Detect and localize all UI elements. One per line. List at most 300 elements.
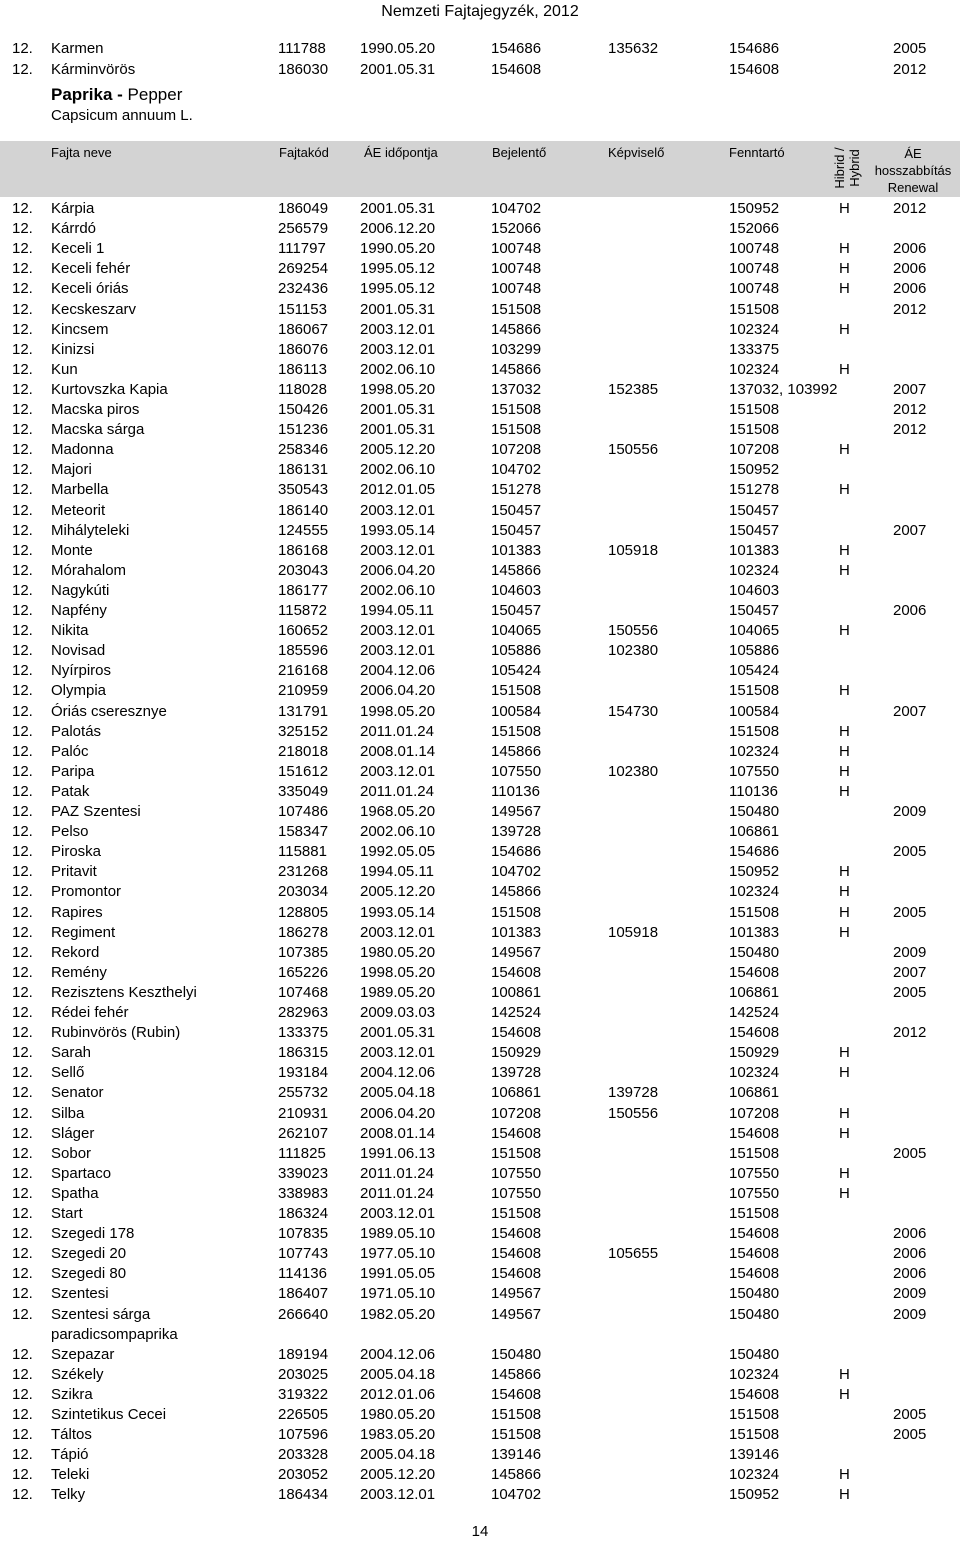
renewal-year: 2005	[893, 1426, 927, 1444]
table-row	[0, 199, 960, 219]
applicant: 103299	[491, 340, 542, 358]
table-row	[0, 661, 960, 681]
maintainer: 102324	[729, 883, 780, 901]
col-header-maintainer: Fenntartó	[729, 145, 785, 160]
maintainer: 150457	[729, 521, 780, 539]
row-number: 12.	[12, 1365, 33, 1383]
variety-code: 151612	[278, 762, 329, 780]
variety-name: Szegedi 80	[51, 1265, 127, 1283]
variety-name: Nyírpiros	[51, 662, 112, 680]
maintainer: 150457	[729, 602, 780, 619]
table-row	[0, 541, 960, 561]
table-row	[0, 742, 960, 762]
row-number: 12.	[12, 1164, 33, 1182]
hybrid-flag: H	[839, 260, 850, 278]
table-row	[0, 1425, 960, 1445]
table-row	[0, 420, 960, 440]
row-number: 12.	[12, 682, 33, 700]
row-number: 12.	[12, 1345, 33, 1363]
applicant: 100748	[491, 240, 542, 258]
renewal-year: 2012	[893, 61, 927, 78]
hybrid-flag: H	[839, 1385, 850, 1403]
variety-code: 203043	[278, 561, 329, 579]
table-row	[0, 943, 960, 963]
col-header-hybrid	[826, 146, 866, 194]
variety-code: 124555	[278, 521, 329, 539]
table-row	[0, 842, 960, 862]
approval-date: 1995.05.12	[360, 260, 436, 278]
row-number: 12.	[12, 260, 33, 278]
approval-date: 1992.05.05	[360, 843, 436, 861]
maintainer: 151508	[729, 903, 780, 921]
applicant: 137032	[491, 380, 542, 398]
hybrid-flag: H	[839, 1184, 850, 1202]
variety-code: 158347	[278, 823, 329, 841]
maintainer: 151508	[729, 300, 780, 318]
applicant: 151508	[491, 421, 542, 439]
maintainer: 150480	[729, 803, 780, 820]
variety-name: Sláger	[51, 1124, 95, 1142]
maintainer: 151508	[729, 1205, 780, 1222]
maintainer: 102324	[729, 742, 780, 760]
maintainer: 105424	[729, 662, 780, 680]
variety-code: 111825	[278, 1144, 326, 1162]
section-title-rest: Pepper	[127, 85, 183, 104]
variety-code: 338983	[278, 1184, 329, 1202]
renewal-year: 2006	[893, 280, 927, 298]
maintainer: 107550	[729, 1184, 780, 1202]
table-row	[0, 1003, 960, 1023]
approval-date: 2003.12.01	[360, 622, 436, 640]
variety-name: Silba	[51, 1104, 85, 1122]
variety-name: Szintetikus Cecei	[51, 1406, 167, 1423]
approval-date: 1989.05.20	[360, 983, 436, 1001]
approval-date: 1971.05.10	[360, 1285, 436, 1303]
approval-date: 2005.12.20	[360, 883, 436, 901]
variety-code: 335049	[278, 782, 329, 800]
variety-name: Szegedi 178	[51, 1225, 135, 1243]
representative: 105918	[608, 923, 659, 941]
maintainer: 154686	[729, 40, 780, 57]
variety-name: Paripa	[51, 762, 95, 780]
maintainer: 102324	[729, 360, 780, 378]
hybrid-flag: H	[839, 682, 850, 700]
approval-date: 2001.05.31	[360, 421, 436, 439]
maintainer: 150480	[729, 1285, 780, 1303]
variety-name: Szikra	[51, 1385, 93, 1403]
maintainer: 150952	[729, 1486, 780, 1504]
variety-name: Promontor	[51, 883, 122, 901]
approval-date: 2003.12.01	[360, 642, 436, 660]
renewal-year: 2005	[893, 903, 927, 921]
row-number: 12.	[12, 1285, 33, 1303]
row-number: 12.	[12, 441, 33, 459]
applicant: 145866	[491, 320, 542, 338]
approval-date: 1991.06.13	[360, 1144, 436, 1162]
applicant: 151508	[491, 1406, 542, 1423]
table-row	[0, 1485, 960, 1505]
row-number: 12.	[12, 602, 33, 619]
renewal-year: 2005	[893, 1406, 927, 1423]
approval-date: 1995.05.12	[360, 280, 436, 298]
variety-code: 193184	[278, 1064, 329, 1082]
applicant: 149567	[491, 1285, 542, 1303]
variety-name: paradicsompaprika	[51, 1325, 178, 1343]
variety-code: 262107	[278, 1124, 329, 1142]
table-row	[0, 1104, 960, 1124]
variety-name: Spartaco	[51, 1164, 112, 1182]
variety-code: 131791	[278, 702, 329, 720]
table-row	[0, 1385, 960, 1405]
row-number: 12.	[12, 883, 33, 901]
applicant: 151278	[491, 481, 542, 499]
row-number: 12.	[12, 561, 33, 579]
variety-code: 107385	[278, 943, 329, 961]
row-number: 12.	[12, 61, 33, 78]
applicant: 107550	[491, 1184, 542, 1202]
approval-date: 1990.05.20	[360, 240, 436, 258]
variety-name: Start	[51, 1205, 83, 1222]
approval-date: 2001.05.31	[360, 401, 436, 418]
renewal-year: 2007	[893, 702, 927, 720]
approval-date: 1977.05.10	[360, 1245, 436, 1263]
variety-code: 210959	[278, 682, 329, 700]
maintainer: 151508	[729, 722, 780, 740]
row-number: 12.	[12, 200, 33, 217]
hybrid-flag: H	[839, 320, 850, 338]
hybrid-flag: H	[839, 541, 850, 559]
row-number: 12.	[12, 240, 33, 258]
variety-code: 111797	[278, 240, 326, 258]
variety-code: 203052	[278, 1466, 329, 1484]
row-number: 12.	[12, 1406, 33, 1423]
representative: 150556	[608, 622, 659, 640]
hybrid-flag: H	[839, 360, 850, 378]
approval-date: 1994.05.11	[360, 863, 434, 881]
applicant: 154608	[491, 963, 542, 981]
variety-name: Rédei fehér	[51, 1004, 129, 1021]
variety-name: Kincsem	[51, 320, 109, 338]
table-row	[0, 641, 960, 661]
maintainer: 151508	[729, 682, 780, 700]
variety-code: 325152	[278, 722, 329, 740]
table-row	[0, 1023, 960, 1043]
section-title	[51, 84, 182, 106]
approval-date: 2003.12.01	[360, 1486, 436, 1504]
table-row	[0, 923, 960, 943]
applicant: 149567	[491, 943, 542, 961]
row-number: 12.	[12, 803, 33, 820]
table-row	[0, 621, 960, 641]
row-number: 12.	[12, 662, 33, 680]
variety-name: Piroska	[51, 843, 102, 861]
variety-code: 107486	[278, 803, 329, 820]
table-row	[0, 360, 960, 380]
approval-date: 2001.05.31	[360, 300, 436, 318]
row-number: 12.	[12, 1064, 33, 1082]
representative: 102380	[608, 762, 659, 780]
maintainer: 154608	[729, 1024, 780, 1042]
variety-name: Szentesi	[51, 1285, 109, 1303]
approval-date: 2004.12.06	[360, 1345, 436, 1363]
maintainer: 150952	[729, 200, 780, 217]
row-number: 12.	[12, 943, 33, 961]
applicant: 107550	[491, 1164, 542, 1182]
maintainer: 139146	[729, 1446, 780, 1464]
maintainer: 102324	[729, 320, 780, 338]
applicant: 154608	[491, 1265, 542, 1283]
applicant: 154686	[491, 843, 542, 861]
table-row	[0, 1063, 960, 1083]
hybrid-flag: H	[839, 622, 850, 640]
variety-code: 111788	[278, 40, 326, 57]
representative: 150556	[608, 441, 659, 459]
row-number: 12.	[12, 622, 33, 640]
approval-date: 2005.04.18	[360, 1446, 436, 1464]
applicant: 145866	[491, 561, 542, 579]
table-row	[0, 400, 960, 420]
row-number: 12.	[12, 360, 33, 378]
table-row	[0, 983, 960, 1003]
variety-code: 232436	[278, 280, 329, 298]
variety-code: 319322	[278, 1385, 329, 1403]
page-header: Nemzeti Fajtajegyzék, 2012	[381, 3, 579, 20]
table-row	[0, 380, 960, 400]
approval-date: 2003.12.01	[360, 340, 436, 358]
row-number: 12.	[12, 1385, 33, 1403]
approval-date: 2008.01.14	[360, 1124, 436, 1142]
variety-code: 186315	[278, 1044, 329, 1062]
row-number: 12.	[12, 722, 33, 740]
row-number: 12.	[12, 421, 33, 439]
row-number: 12.	[12, 501, 33, 519]
representative: 154730	[608, 702, 659, 720]
maintainer: 107550	[729, 762, 780, 780]
variety-name: Remény	[51, 963, 107, 981]
approval-date: 2003.12.01	[360, 541, 436, 559]
applicant: 151508	[491, 682, 542, 700]
row-number: 12.	[12, 380, 33, 398]
variety-code: 185596	[278, 642, 329, 660]
variety-name: Regiment	[51, 923, 116, 941]
approval-date: 1980.05.20	[360, 943, 436, 961]
maintainer: 100748	[729, 240, 780, 258]
renewal-year: 2012	[893, 1024, 927, 1042]
applicant: 101383	[491, 541, 542, 559]
table-row	[0, 480, 960, 500]
renewal-year: 2005	[893, 983, 927, 1001]
maintainer: 102324	[729, 1064, 780, 1082]
approval-date: 1980.05.20	[360, 1406, 436, 1423]
row-number: 12.	[12, 843, 33, 861]
approval-date: 2002.06.10	[360, 360, 436, 378]
table-row	[0, 501, 960, 521]
hybrid-flag: H	[839, 1466, 850, 1484]
variety-code: 256579	[278, 220, 329, 238]
variety-name: Keceli fehér	[51, 260, 131, 278]
renewal-year: 2009	[893, 1285, 927, 1303]
hybrid-flag: H	[839, 280, 850, 298]
row-number: 12.	[12, 742, 33, 760]
applicant: 110136	[491, 782, 540, 800]
renewal-year: 2006	[893, 240, 927, 258]
variety-name: Szentesi sárga	[51, 1305, 151, 1323]
col-header-hybrid-text: Hibrid / Hybrid	[832, 147, 862, 189]
variety-name: Monte	[51, 541, 93, 559]
applicant: 104065	[491, 622, 542, 640]
renewal-year: 2012	[893, 401, 927, 418]
variety-name: Nikita	[51, 622, 89, 640]
hybrid-flag: H	[839, 722, 850, 740]
maintainer: 150480	[729, 1345, 780, 1363]
row-number: 12.	[12, 823, 33, 841]
row-number: 12.	[12, 320, 33, 338]
row-number: 12.	[12, 581, 33, 599]
row-number: 12.	[12, 1446, 33, 1464]
hybrid-flag: H	[839, 782, 850, 800]
variety-name: Tápió	[51, 1446, 89, 1464]
approval-date: 2002.06.10	[360, 823, 436, 841]
variety-name: Madonna	[51, 441, 114, 459]
approval-date: 1993.05.14	[360, 903, 436, 921]
applicant: 145866	[491, 1365, 542, 1383]
variety-code: 118028	[278, 380, 327, 398]
table-row	[0, 300, 960, 320]
col-header-renewal	[866, 145, 960, 196]
row-number: 12.	[12, 782, 33, 800]
variety-name: Kurtovszka Kapia	[51, 380, 168, 398]
table-row	[0, 802, 960, 822]
hybrid-flag: H	[839, 762, 850, 780]
maintainer: 151508	[729, 401, 780, 418]
applicant: 104603	[491, 581, 542, 599]
maintainer: 154608	[729, 963, 780, 981]
maintainer: 150952	[729, 461, 780, 479]
row-number: 12.	[12, 702, 33, 720]
variety-name: Táltos	[51, 1426, 92, 1444]
applicant: 151508	[491, 300, 542, 318]
applicant: 105424	[491, 662, 542, 680]
approval-date: 2006.12.20	[360, 220, 436, 238]
applicant: 151508	[491, 903, 542, 921]
row-number: 12.	[12, 1426, 33, 1444]
table-row	[0, 1244, 960, 1264]
applicant: 101383	[491, 923, 542, 941]
maintainer: 100748	[729, 280, 780, 298]
col-header-renewal-1: ÁE	[904, 146, 922, 161]
maintainer: 142524	[729, 1004, 780, 1021]
maintainer: 100748	[729, 260, 780, 278]
maintainer: 150952	[729, 863, 780, 881]
representative: 150556	[608, 1104, 659, 1122]
table-row	[0, 340, 960, 360]
hybrid-flag: H	[839, 923, 850, 941]
renewal-year: 2006	[893, 1265, 927, 1283]
row-number: 12.	[12, 1305, 33, 1323]
applicant: 154608	[491, 1245, 542, 1263]
maintainer: 106861	[729, 1084, 780, 1102]
approval-date: 2011.01.24	[360, 1164, 434, 1182]
approval-date: 2005.04.18	[360, 1365, 436, 1383]
variety-code: 115872	[278, 602, 327, 619]
table-row	[0, 1124, 960, 1144]
col-header-code: Fajtakód	[279, 145, 329, 160]
row-number: 12.	[12, 923, 33, 941]
row-number: 12.	[12, 1124, 33, 1142]
col-header-name: Fajta neve	[51, 145, 112, 160]
approval-date: 2009.03.03	[360, 1004, 436, 1021]
variety-name: Mórahalom	[51, 561, 127, 579]
variety-code: 186177	[278, 581, 329, 599]
table-row	[0, 1325, 960, 1345]
applicant: 145866	[491, 742, 542, 760]
table-row	[0, 1043, 960, 1063]
approval-date: 2003.12.01	[360, 320, 436, 338]
applicant: 107550	[491, 762, 542, 780]
row-number: 12.	[12, 762, 33, 780]
variety-name: Óriás cseresznye	[51, 702, 167, 720]
col-header-renewal-3: Renewal	[887, 180, 939, 195]
approval-date: 1990.05.20	[360, 40, 436, 57]
row-number: 12.	[12, 1044, 33, 1062]
maintainer: 150457	[729, 501, 780, 519]
table-row	[0, 1224, 960, 1244]
approval-date: 2006.04.20	[360, 682, 436, 700]
variety-code: 339023	[278, 1164, 329, 1182]
table-row	[0, 1184, 960, 1204]
maintainer: 101383	[729, 923, 780, 941]
approval-date: 2002.06.10	[360, 581, 436, 599]
maintainer: 154608	[729, 1225, 780, 1243]
variety-name: Napfény	[51, 602, 107, 619]
variety-name: Kárpia	[51, 200, 95, 217]
row-number: 12.	[12, 541, 33, 559]
variety-code: 186434	[278, 1486, 329, 1504]
approval-date: 1989.05.10	[360, 1225, 436, 1243]
applicant: 100584	[491, 702, 542, 720]
applicant: 106861	[491, 1084, 542, 1102]
table-row	[0, 279, 960, 299]
variety-name: Meteorit	[51, 501, 106, 519]
representative: 105918	[608, 541, 659, 559]
variety-name: Keceli 1	[51, 240, 105, 258]
approval-date: 2001.05.31	[360, 1024, 436, 1042]
variety-code: 107468	[278, 983, 329, 1001]
row-number: 12.	[12, 481, 33, 499]
table-row	[0, 762, 960, 782]
table-row	[0, 601, 960, 621]
variety-code: 107743	[278, 1245, 329, 1263]
table-row	[0, 561, 960, 581]
row-number: 12.	[12, 220, 33, 238]
variety-name: Mihályteleki	[51, 521, 130, 539]
approval-date: 2011.01.24	[360, 1184, 434, 1202]
applicant: 149567	[491, 1305, 542, 1323]
variety-code: 258346	[278, 441, 329, 459]
variety-code: 133375	[278, 1024, 329, 1042]
approval-date: 1998.05.20	[360, 702, 436, 720]
table-row	[0, 440, 960, 460]
variety-code: 203034	[278, 883, 329, 901]
row-number: 12.	[12, 300, 33, 318]
approval-date: 1993.05.14	[360, 521, 436, 539]
variety-code: 107596	[278, 1426, 329, 1444]
maintainer: 100584	[729, 702, 780, 720]
variety-name: Keceli óriás	[51, 280, 129, 298]
applicant: 154608	[491, 1024, 542, 1042]
maintainer: 133375	[729, 340, 780, 358]
variety-name: Majori	[51, 461, 92, 479]
